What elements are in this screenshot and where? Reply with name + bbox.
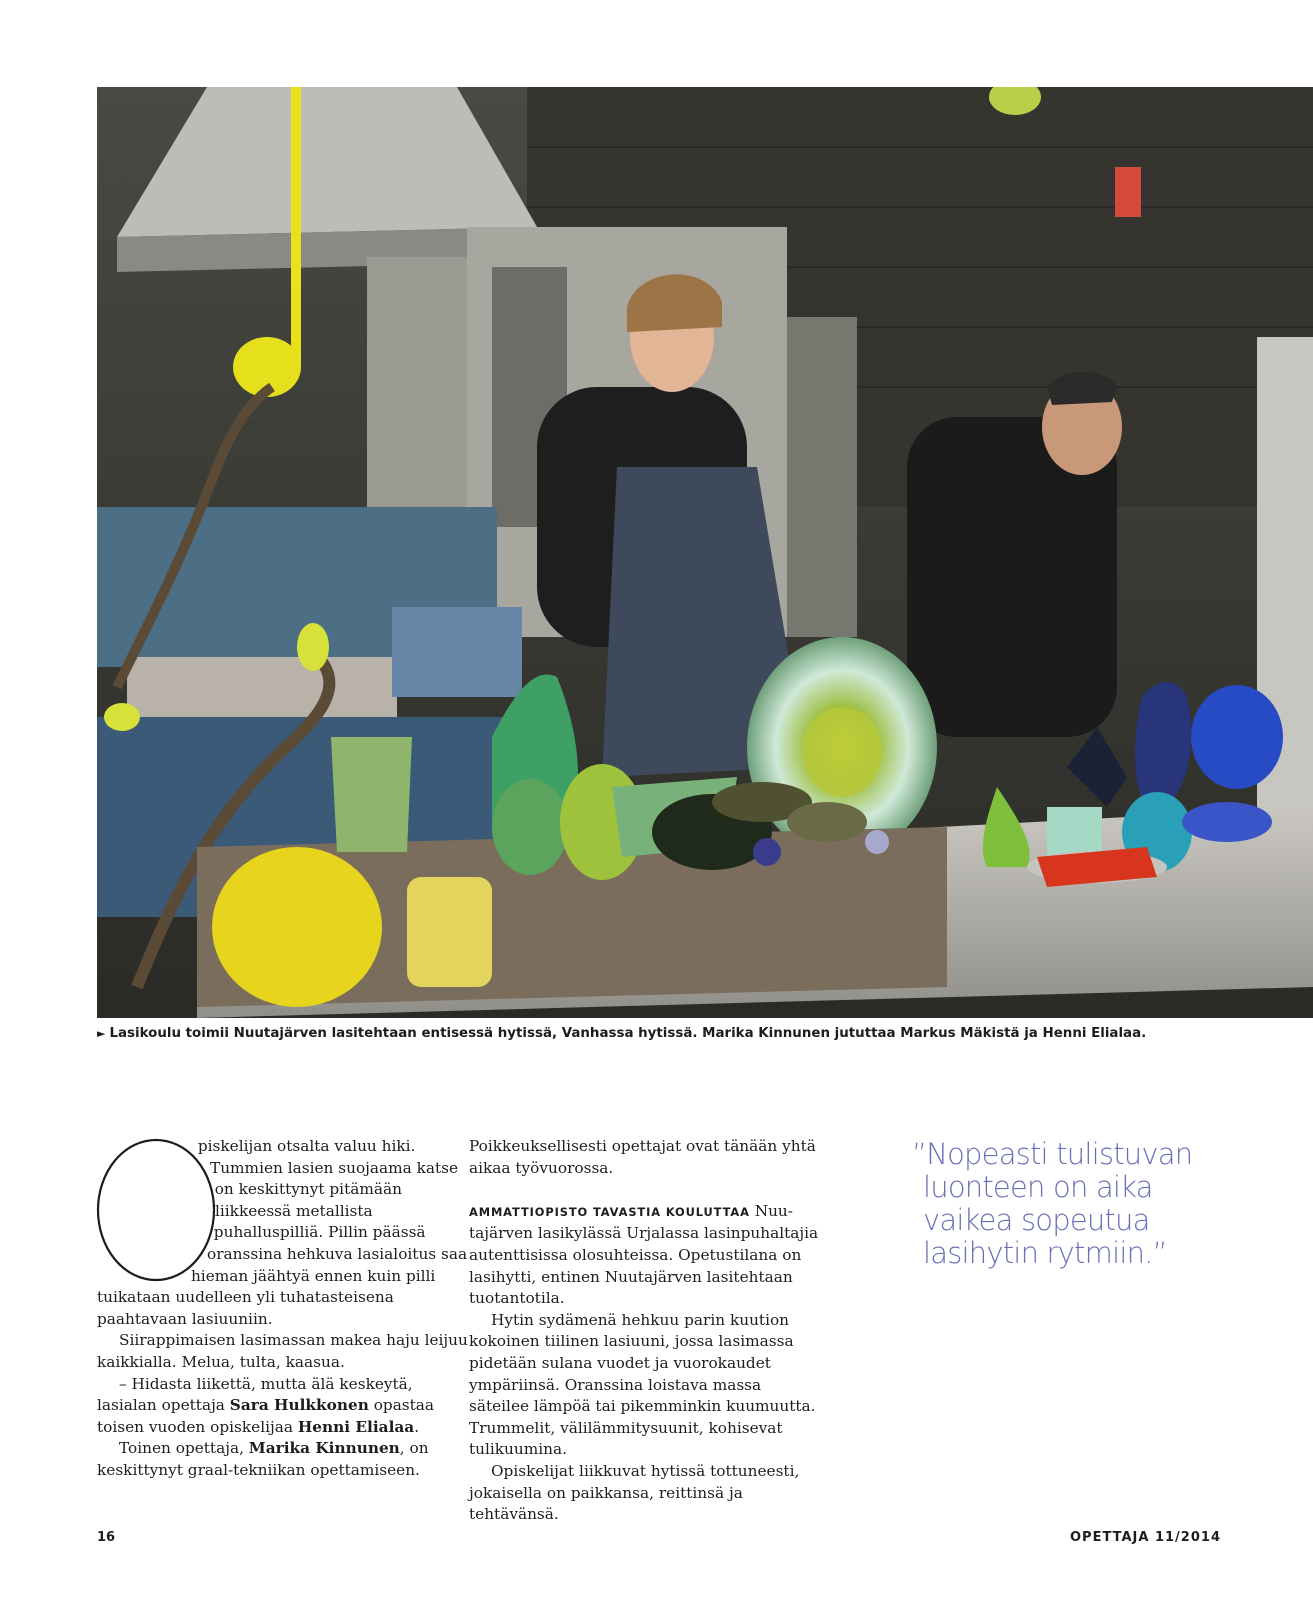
person-name: Henni Elialaa — [297, 1417, 415, 1436]
glass-workshop-photo — [97, 87, 1313, 1018]
article-photo — [97, 87, 1313, 1018]
pull-quote-line: luonteen on aika — [923, 1170, 1153, 1204]
paragraph-8: Opiskelijat liikkuvat hytissä tottuneesti, jokaisella on paikkansa, reittinsä ja tehtävänsä. — [469, 1461, 800, 1524]
paragraph-3: – Hidasta liikettä, mutta älä keskeytä, lasialan opettaja Sara Hulkkonen opastaa toisen vuoden opiskelijaa Henni Elialaa. — [97, 1374, 435, 1436]
pull-quote-line: ”Nopeasti tulistuvan — [912, 1137, 1193, 1171]
paragraph-2: Siirappimaisen lasimassan makea haju leijuu kaikkialla. Melua, tulta, kaasua. — [97, 1331, 468, 1371]
person-name: Sara Hulkkonen — [229, 1396, 369, 1415]
paragraph-7: Hytin sydämenä hehkuu parin kuution kokoinen tiilinen lasiuuni, jossa lasimassa pidetään sulana vuodet ja vuorokaudet ympäriinsä. Oranssina loistava massa säteilee lämpöä tai pikemminkin kuumuutta. Trummelit, välilämmitysuunit, kohisevat tulikuumina. — [469, 1310, 816, 1459]
paragraph-6: AMMATTIOPISTO TAVASTIA KOULUTTAA Nuutajärven lasikylässä Urjalassa lasinpuhaltajia autenttisissa olosuhteissa. Opetustilana on lasihytti, entinen Nuutajärven lasitehtaan tuotantotila. — [469, 1201, 819, 1308]
paragraph-5: Poikkeuksellisesti opettajat ovat tänään yhtä aikaa työvuorossa. — [469, 1137, 816, 1177]
pull-quote-line: lasihytin rytmiin.” — [923, 1236, 1167, 1270]
pull-quote — [912, 1138, 1242, 1270]
drop-cap-o — [95, 1136, 223, 1284]
article-column-1 — [97, 1136, 469, 1482]
magazine-issue: OPETTAJA 11/2014 — [1070, 1530, 1221, 1545]
drop-cap-letter-o — [95, 1136, 223, 1284]
page-number: 16 — [97, 1530, 116, 1545]
caption-text: Lasikoulu toimii Nuutajärven lasitehtaan entisessä hytissä, Vanhassa hytissä. Marika Kinnunen jututtaa Markus Mäkistä ja Henni Elialaa. — [109, 1026, 1147, 1041]
photo-caption — [97, 1026, 1297, 1041]
caption-arrow-icon: ► — [97, 1027, 106, 1040]
article-column-2 — [469, 1136, 821, 1526]
section-subhead: AMMATTIOPISTO TAVASTIA KOULUTTAA — [469, 1204, 750, 1219]
pull-quote-line: vaikea sopeutua — [923, 1203, 1150, 1237]
person-name: Marika Kinnunen — [248, 1439, 400, 1458]
paragraph-4: Toinen opettaja, Marika Kinnunen, on keskittynyt graal-tekniikan opettamiseen. — [97, 1439, 429, 1479]
paragraph-1: piskelijan otsalta valuu hiki. Tummien lasien suojaama katse on keskittynyt pitämään liikkeessä metallista puhalluspilliä. Pillin päässä oranssina hehkuva lasialoitus saa hieman jäähtyä ennen kuin pilli tuikataan uudelleen yli tuhatasteisena paahtavaan lasiuuniin. — [97, 1137, 468, 1328]
